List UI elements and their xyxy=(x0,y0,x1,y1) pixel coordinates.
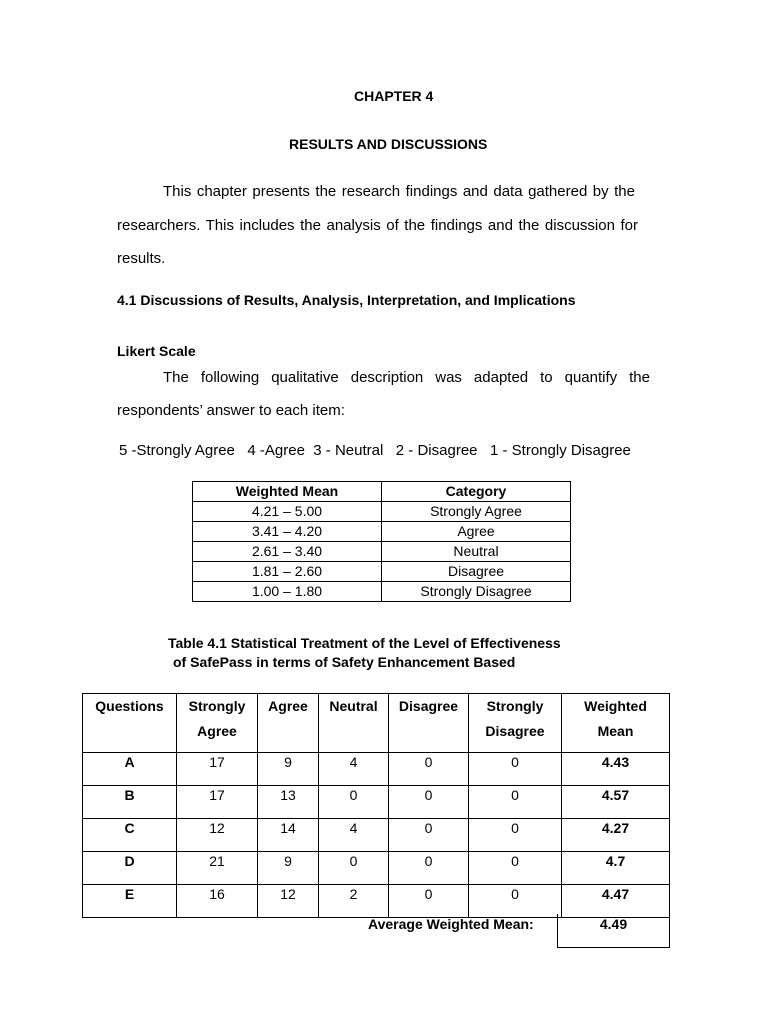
table-row xyxy=(193,502,571,522)
table-cell: 0 xyxy=(389,819,469,852)
table-cell: 4.47 xyxy=(562,885,670,918)
table-cell: 0 xyxy=(319,786,389,819)
table-cell: Strongly Agree xyxy=(382,502,571,522)
column-header: Weighted Mean xyxy=(562,694,670,753)
column-header: Strongly Agree xyxy=(177,694,258,753)
table-caption-line-2: of SafePass in terms of Safety Enhancement Based xyxy=(173,654,516,670)
column-header: Agree xyxy=(258,694,319,753)
table-row xyxy=(193,542,571,562)
table-cell: 0 xyxy=(469,885,562,918)
table-cell: 13 xyxy=(258,786,319,819)
table-cell: 17 xyxy=(177,753,258,786)
table-cell: E xyxy=(83,885,177,918)
table-cell: Neutral xyxy=(382,542,571,562)
column-header: Neutral xyxy=(319,694,389,753)
statistics-table xyxy=(82,693,670,918)
table-cell: 4.43 xyxy=(562,753,670,786)
table-cell: C xyxy=(83,819,177,852)
column-header: Weighted Mean xyxy=(193,482,382,502)
average-weighted-mean-label: Average Weighted Mean: xyxy=(368,916,534,932)
table-cell: 1.81 – 2.60 xyxy=(193,562,382,582)
table-cell: 21 xyxy=(177,852,258,885)
table-row xyxy=(83,753,670,786)
table-cell: 4.21 – 5.00 xyxy=(193,502,382,522)
table-row xyxy=(83,852,670,885)
likert-scale-table xyxy=(192,481,571,602)
table-cell: D xyxy=(83,852,177,885)
table-cell: B xyxy=(83,786,177,819)
page-title: RESULTS AND DISCUSSIONS xyxy=(289,136,488,152)
table-cell: 2.61 – 3.40 xyxy=(193,542,382,562)
table-cell: 4.7 xyxy=(562,852,670,885)
table-cell: 0 xyxy=(469,819,562,852)
likert-line-1: The following qualitative description was adapted to quantify the xyxy=(163,369,650,386)
column-header: Strongly Disagree xyxy=(469,694,562,753)
table-cell: 1.00 – 1.80 xyxy=(193,582,382,602)
table-header-row xyxy=(193,482,571,502)
table-cell: 0 xyxy=(469,786,562,819)
column-header: Category xyxy=(382,482,571,502)
table-row xyxy=(83,885,670,918)
table-cell: 0 xyxy=(389,753,469,786)
table-cell: A xyxy=(83,753,177,786)
table-cell: 3.41 – 4.20 xyxy=(193,522,382,542)
subsection-heading: 4.1 Discussions of Results, Analysis, Interpretation, and Implications xyxy=(117,292,576,308)
table-cell: 4 xyxy=(319,819,389,852)
intro-line-3: results. xyxy=(117,250,166,267)
table-cell: 2 xyxy=(319,885,389,918)
table-row xyxy=(193,522,571,542)
chapter-label: CHAPTER 4 xyxy=(354,88,434,104)
table-cell: 17 xyxy=(177,786,258,819)
column-header: Disagree xyxy=(389,694,469,753)
table-row xyxy=(83,819,670,852)
average-weighted-mean-value: 4.49 xyxy=(557,914,670,948)
table-cell: 12 xyxy=(177,819,258,852)
table-cell: 4.27 xyxy=(562,819,670,852)
table-cell: Agree xyxy=(382,522,571,542)
table-row xyxy=(83,786,670,819)
table-cell: Strongly Disagree xyxy=(382,582,571,602)
intro-line-2: researchers. This includes the analysis of the findings and the discussion for xyxy=(117,217,638,234)
likert-line-2: respondents’ answer to each item: xyxy=(117,402,345,419)
table-cell: 0 xyxy=(389,885,469,918)
table-row xyxy=(193,582,571,602)
table-caption-line-1: Table 4.1 Statistical Treatment of the Level of Effectiveness xyxy=(168,635,561,651)
table-cell: 4.57 xyxy=(562,786,670,819)
column-header: Questions xyxy=(83,694,177,753)
table-cell: 0 xyxy=(319,852,389,885)
table-header-row xyxy=(83,694,670,753)
table-cell: 9 xyxy=(258,852,319,885)
likert-heading: Likert Scale xyxy=(117,343,196,359)
table-cell: 14 xyxy=(258,819,319,852)
likert-legend: 5 -Strongly Agree 4 -Agree 3 - Neutral 2 - Disagree 1 - Strongly Disagree xyxy=(119,442,631,459)
intro-line-1: This chapter presents the research findings and data gathered by the xyxy=(163,183,635,200)
table-cell: 9 xyxy=(258,753,319,786)
table-cell: 0 xyxy=(469,852,562,885)
table-cell: Disagree xyxy=(382,562,571,582)
table-cell: 0 xyxy=(469,753,562,786)
table-cell: 4 xyxy=(319,753,389,786)
table-row xyxy=(193,562,571,582)
table-cell: 0 xyxy=(389,786,469,819)
table-cell: 12 xyxy=(258,885,319,918)
table-cell: 0 xyxy=(389,852,469,885)
table-cell: 16 xyxy=(177,885,258,918)
